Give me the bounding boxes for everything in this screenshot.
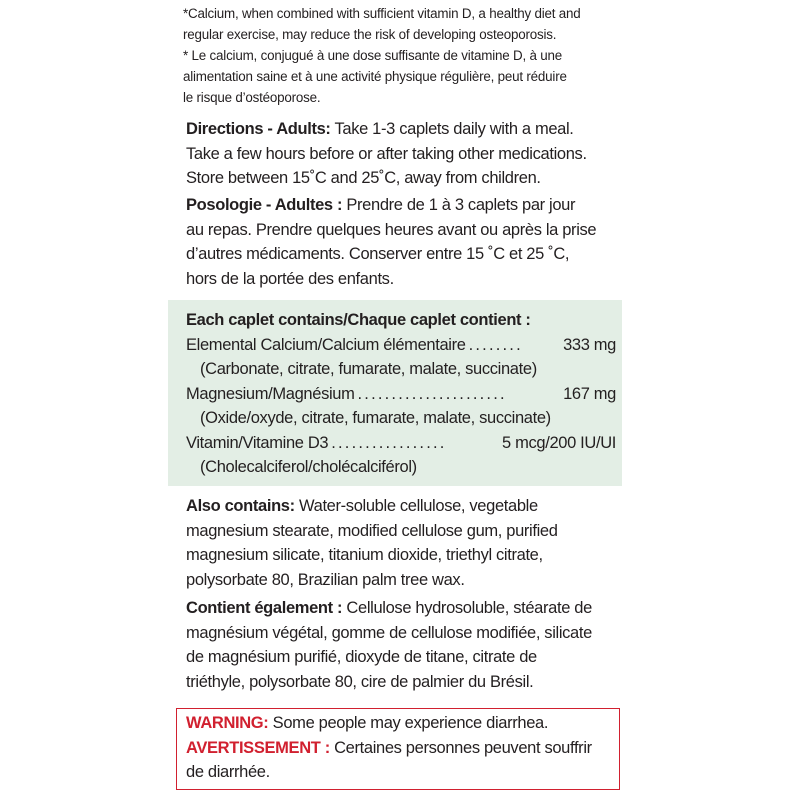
directions-fr-text-1: Prendre de 1 à 3 caplets par jour (342, 196, 576, 214)
also-en-text-1: Water-soluble cellulose, vegetable (294, 497, 538, 515)
health-claim-french (183, 45, 623, 108)
warning-box (186, 711, 616, 785)
ingredient-amount: 5 mcg/200 IU/UI (502, 433, 616, 452)
warning-fr-text-1: Certaines personnes peuvent souffrir (329, 738, 592, 757)
ingredient-row-vitamin-d3 (186, 431, 616, 456)
also-contains-french (186, 596, 626, 694)
ingredient-amount: 333 mg (563, 335, 616, 354)
also-fr-label: Contient également : (186, 599, 343, 617)
directions-en-line-3: Store between 15˚C and 25˚C, away from children. (186, 169, 541, 188)
also-en-line-2: magnesium stearate, modified cellulose gum, purified (186, 521, 558, 540)
claim-fr-line-3: le risque d’ostéoporose. (183, 90, 321, 105)
warning-en-label: WARNING: (186, 714, 269, 732)
ingredient-amount: 167 mg (563, 384, 616, 403)
also-fr-line-4: triéthyle, polysorbate 80, cire de palmier du Brésil. (186, 672, 534, 691)
directions-en-line-2: Take a few hours before or after taking other medications. (186, 144, 587, 163)
ingredient-name: Magnesium/Magnésium (186, 384, 355, 403)
directions-fr-line-3: d’autres médicaments. Conserver entre 15 ˚C et 25 ˚C, (186, 245, 570, 264)
ingredient-leader-dots: ................. (331, 433, 447, 452)
warning-en-text: Some people may experience diarrhea. (268, 714, 549, 732)
also-en-line-4: polysorbate 80, Brazilian palm tree wax. (186, 570, 465, 589)
also-contains-english (186, 494, 626, 592)
also-en-label: Also contains: (186, 497, 295, 515)
also-en-line-1 (186, 494, 626, 519)
directions-en-text-1: Take 1-3 caplets daily with a meal. (330, 120, 574, 138)
also-fr-line-2: magnésium végétal, gomme de cellulose modifiée, silicate (186, 623, 592, 642)
claim-fr-line-1: * Le calcium, conjugué à une dose suffisante de vitamine D, à une (183, 48, 563, 63)
warning-fr-line-1 (186, 736, 616, 761)
ingredient-row-magnesium (186, 382, 616, 407)
ingredient-row-calcium (186, 333, 616, 358)
ingredients-panel (186, 308, 616, 480)
ingredient-source: (Carbonate, citrate, fumarate, malate, succinate) (200, 360, 537, 378)
also-fr-text-1: Cellulose hydrosoluble, stéarate de (342, 599, 592, 617)
warning-fr-line-2: de diarrhée. (186, 763, 270, 782)
directions-fr-label: Posologie - Adultes : (186, 196, 343, 214)
directions-en-label: Directions - Adults: (186, 120, 331, 138)
directions-fr-line-1 (186, 193, 626, 218)
health-claim-english (183, 3, 623, 45)
directions-fr-line-4: hors de la portée des enfants. (186, 269, 394, 288)
directions-english (186, 117, 626, 191)
ingredient-leader-dots: ........ (468, 335, 523, 354)
directions-french (186, 193, 626, 291)
ingredients-heading-text: Each caplet contains/Chaque caplet contient : (186, 311, 531, 329)
claim-en-line-1: *Calcium, when combined with sufficient vitamin D, a healthy diet and (183, 6, 581, 21)
ingredient-source: (Oxide/oxyde, citrate, fumarate, malate, succinate) (200, 409, 551, 427)
warning-en-line (186, 711, 616, 736)
also-fr-line-3: de magnésium purifié, dioxyde de titane, citrate de (186, 648, 537, 667)
also-fr-line-1 (186, 596, 626, 621)
ingredients-heading (186, 308, 616, 333)
warning-fr-label: AVERTISSEMENT : (186, 738, 330, 757)
claim-fr-line-2: alimentation saine et à une activité physique régulière, peut réduire (183, 69, 567, 84)
directions-fr-line-2: au repas. Prendre quelques heures avant ou après la prise (186, 220, 597, 239)
also-en-line-3: magnesium silicate, titanium dioxide, triethyl citrate, (186, 546, 543, 565)
ingredient-source: (Cholecalciferol/cholécalciférol) (200, 458, 417, 476)
ingredient-leader-dots: ...................... (357, 384, 507, 403)
ingredient-name: Elemental Calcium/Calcium élémentaire (186, 335, 466, 354)
directions-en-line-1 (186, 117, 626, 142)
ingredient-name: Vitamin/Vitamine D3 (186, 433, 329, 452)
claim-en-line-2: regular exercise, may reduce the risk of developing osteoporosis. (183, 27, 557, 42)
